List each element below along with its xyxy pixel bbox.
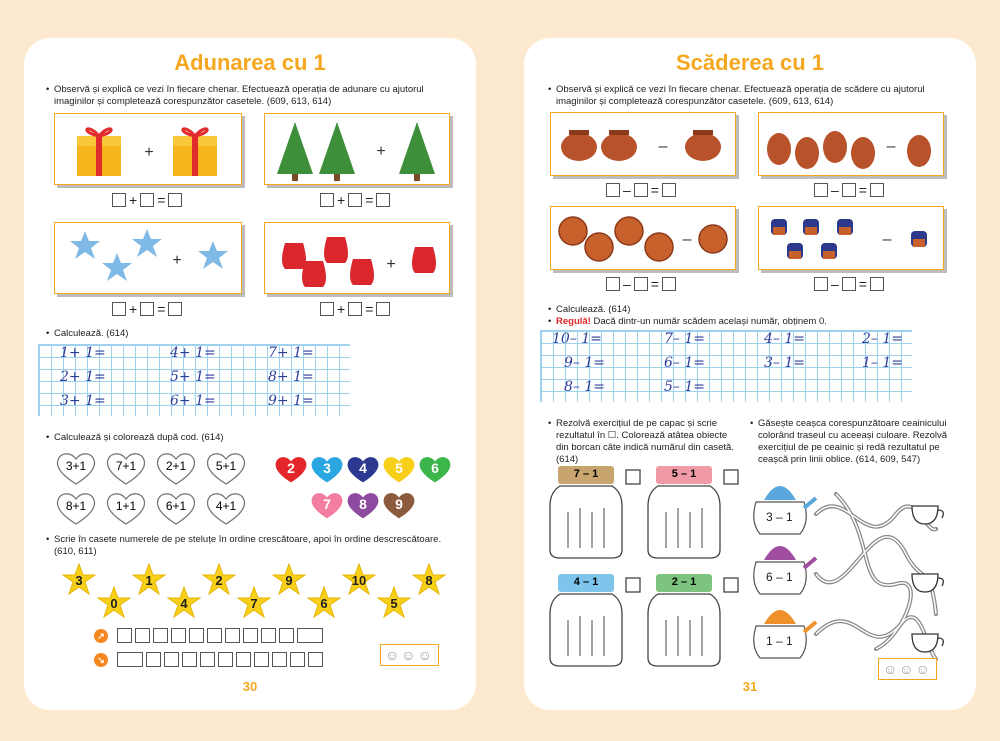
page-title: Scăderea cu 1 <box>676 50 824 75</box>
heart-expression: 8+1 <box>65 499 87 513</box>
jugs-equation: – = <box>814 183 884 197</box>
jar-lid-expression: 7 – 1 <box>573 468 599 480</box>
instruction-1: • Observă și explică ce vezi în fiecare chenar. Efectuează operația de scădere cu ajutorul imaginilor și completează corespunzător casetele. (609, 613, 614) <box>556 84 956 108</box>
calc-item: 7+ 1= <box>268 345 314 361</box>
answer-box[interactable] <box>348 302 362 316</box>
gifts-frame <box>54 113 242 185</box>
answer-box[interactable] <box>606 277 620 291</box>
number-star <box>412 563 446 597</box>
ascending-row <box>94 628 323 643</box>
calc-item: 4– 1= <box>764 331 805 347</box>
answer-box[interactable] <box>320 193 334 207</box>
heart-expression: 1+1 <box>115 499 137 513</box>
answer-box[interactable] <box>153 628 168 643</box>
star-number: 7 <box>250 596 258 611</box>
heart-expression: 4+1 <box>215 499 237 513</box>
answer-box[interactable] <box>112 193 126 207</box>
pots-equation: – = <box>606 183 676 197</box>
answer-box[interactable] <box>308 652 323 667</box>
instruction-2: • Calculează. (614) <box>54 328 128 340</box>
answer-box[interactable] <box>842 183 856 197</box>
answer-box[interactable] <box>662 277 676 291</box>
answer-box[interactable] <box>261 628 276 643</box>
answer-box[interactable] <box>348 193 362 207</box>
answer-box[interactable] <box>814 277 828 291</box>
instruction-2: • Calculează. (614) <box>556 304 630 316</box>
jug-icon <box>759 113 945 177</box>
color-code-number: 6 <box>431 460 439 476</box>
color-code-number: 8 <box>359 496 367 512</box>
color-code-number: 7 <box>323 496 331 512</box>
plate-icon <box>551 207 737 271</box>
page-number: 30 <box>242 679 258 694</box>
calc-item: 1+ 1= <box>60 345 106 361</box>
number-star <box>272 563 306 597</box>
answer-box[interactable] <box>606 183 620 197</box>
svg-text:+: + <box>386 256 396 273</box>
answer-box[interactable] <box>870 183 884 197</box>
color-code-number: 9 <box>395 496 403 512</box>
self-evaluation-stars[interactable]: ☺☺☺ <box>878 658 937 680</box>
expression-heart[interactable] <box>206 450 246 486</box>
color-code-heart <box>274 454 308 484</box>
instruction-3: • Rezolvă exercițiul de pe capac și scrie rezultatul în ☐. Colorează atâtea obiecte din borcan câte indică numărul din casetă. (614) <box>556 418 736 466</box>
color-code-heart <box>382 490 416 520</box>
instruction-4: • Scrie în casete numerele de pe steluțe în ordine crescătoare, apoi în ordine descrescătoare. (610, 611) <box>54 534 454 558</box>
svg-text:+: + <box>376 143 386 160</box>
answer-box[interactable] <box>634 277 648 291</box>
heart-expression: 7+1 <box>115 459 137 473</box>
plates-equation: – = <box>606 277 676 291</box>
answer-box[interactable] <box>200 652 215 667</box>
star-number: 9 <box>285 573 293 588</box>
cup-icon <box>908 496 958 656</box>
expression-heart[interactable] <box>156 490 196 526</box>
answer-box[interactable] <box>171 628 186 643</box>
arrow-down-icon: ↘ <box>94 653 108 667</box>
jugs-frame <box>758 112 944 176</box>
mugs-equation: – = <box>814 277 884 291</box>
answer-box[interactable] <box>376 193 390 207</box>
number-star <box>342 563 376 597</box>
svg-text:+: + <box>144 144 154 161</box>
star-number: 4 <box>180 596 188 611</box>
heart-expression: 6+1 <box>165 499 187 513</box>
color-code-heart <box>310 454 344 484</box>
answer-box[interactable] <box>140 302 154 316</box>
number-star <box>307 586 341 620</box>
teapot-expression: 3 – 1 <box>766 510 793 524</box>
answer-box[interactable] <box>189 628 204 643</box>
instruction-4: • Găsește ceașca corespunzătoare ceainicului colorând traseul cu aceeași culoare. Rezolvă exercițiul de pe ceainic și redă rezultatul pe ceașcă prin linii oblice. (614, 609, 547) <box>758 418 954 466</box>
number-star <box>97 586 131 620</box>
answer-box[interactable] <box>112 302 126 316</box>
number-star <box>62 563 96 597</box>
answer-box[interactable] <box>634 183 648 197</box>
star-number: 8 <box>425 573 433 588</box>
answer-box[interactable] <box>662 183 676 197</box>
answer-box[interactable] <box>870 277 884 291</box>
answer-box[interactable] <box>168 302 182 316</box>
right-page <box>524 38 976 710</box>
star-number: 5 <box>390 596 398 611</box>
rule-line <box>556 316 956 328</box>
answer-box[interactable] <box>272 652 287 667</box>
color-code-heart <box>346 454 380 484</box>
plates-frame <box>550 206 736 270</box>
pots-frame <box>550 112 736 176</box>
calc-item: 8– 1= <box>564 379 605 395</box>
answer-box[interactable] <box>842 277 856 291</box>
number-star <box>377 586 411 620</box>
calc-item: 9+ 1= <box>268 393 314 409</box>
sack-icon <box>265 223 451 295</box>
left-page <box>24 38 476 710</box>
calc-item: 3+ 1= <box>60 393 106 409</box>
svg-text:–: – <box>682 231 692 248</box>
answer-box[interactable] <box>376 302 390 316</box>
answer-box[interactable] <box>168 193 182 207</box>
answer-box[interactable] <box>254 652 269 667</box>
heart-expression: 3+1 <box>65 459 87 473</box>
color-code-number: 3 <box>323 460 331 476</box>
svg-text:–: – <box>886 138 896 155</box>
svg-text:–: – <box>882 231 892 248</box>
calc-item: 6+ 1= <box>170 393 216 409</box>
mugs-frame <box>758 206 944 270</box>
answer-box[interactable] <box>279 628 294 643</box>
answer-box[interactable] <box>135 628 150 643</box>
teapot-expression: 1 – 1 <box>766 634 793 648</box>
color-code-number: 2 <box>287 460 295 476</box>
instruction-1: • Observă și explică ce vezi în fiecare chenar. Efectuează operația de adunare cu ajutorul imaginilor și completează corespunzător casetele. (609, 613, 614) <box>54 84 454 108</box>
sacks-equation: + = <box>320 302 390 316</box>
mug-icon <box>759 207 945 271</box>
calc-item: 5+ 1= <box>170 369 216 385</box>
calc-item: 9– 1= <box>564 355 605 371</box>
answer-box[interactable] <box>117 628 132 643</box>
answer-box[interactable] <box>182 652 197 667</box>
answer-box[interactable] <box>290 652 305 667</box>
calc-item: 2+ 1= <box>60 369 106 385</box>
calc-item: 5– 1= <box>664 379 705 395</box>
blue-stars-frame <box>54 222 242 294</box>
number-star <box>132 563 166 597</box>
answer-box[interactable] <box>814 183 828 197</box>
calc-item: 2– 1= <box>862 331 903 347</box>
expression-heart[interactable] <box>106 490 146 526</box>
color-code-heart <box>418 454 452 484</box>
trees-equation: + = <box>320 193 390 207</box>
blue-star-icon <box>55 223 243 295</box>
star-number: 6 <box>320 596 328 611</box>
calc-item: 7– 1= <box>664 331 705 347</box>
answer-box[interactable] <box>243 628 258 643</box>
star-number: 0 <box>110 596 118 611</box>
rule-text: Dacă dintr-un număr scădem același număr, obținem 0. <box>590 316 827 327</box>
trees-frame <box>264 113 450 185</box>
arrow-up-icon: ↗ <box>94 629 108 643</box>
jar-lid-expression: 4 – 1 <box>573 576 599 588</box>
color-code-heart <box>382 454 416 484</box>
self-evaluation-stars[interactable]: ☺☺☺ <box>380 644 439 666</box>
answer-box[interactable] <box>207 628 222 643</box>
calc-item: 3– 1= <box>764 355 805 371</box>
expression-heart[interactable] <box>106 450 146 486</box>
instruction-3: • Calculează și colorează după cod. (614) <box>54 432 224 444</box>
calc-item: 6– 1= <box>664 355 705 371</box>
answer-box[interactable] <box>297 628 323 643</box>
page-number: 31 <box>742 679 758 694</box>
number-star <box>237 586 271 620</box>
answer-box[interactable] <box>320 302 334 316</box>
stars-equation: + = <box>112 302 182 316</box>
svg-text:–: – <box>658 138 668 155</box>
descending-row <box>94 652 323 667</box>
number-star <box>167 586 201 620</box>
expression-heart[interactable] <box>56 490 96 526</box>
star-number: 3 <box>75 573 83 588</box>
gifts-equation: + = <box>112 193 182 207</box>
answer-box[interactable] <box>218 652 233 667</box>
number-star <box>202 563 236 597</box>
jar-lid-expression: 5 – 1 <box>671 468 697 480</box>
answer-box[interactable] <box>117 652 143 667</box>
calc-item: 1– 1= <box>862 355 903 371</box>
answer-box[interactable] <box>146 652 161 667</box>
page-title: Adunarea cu 1 <box>174 50 326 75</box>
star-number: 10 <box>351 573 367 588</box>
heart-expression: 2+1 <box>165 459 187 473</box>
calc-item: 10– 1= <box>552 331 602 347</box>
teapot-expression: 6 – 1 <box>766 570 793 584</box>
gift-icon <box>55 114 243 186</box>
answer-box[interactable] <box>225 628 240 643</box>
answer-box[interactable] <box>164 652 179 667</box>
expression-heart[interactable] <box>156 450 196 486</box>
answer-box[interactable] <box>236 652 251 667</box>
star-number: 1 <box>145 573 153 588</box>
calc-item: 4+ 1= <box>170 345 216 361</box>
color-code-heart <box>346 490 380 520</box>
star-number: 2 <box>215 573 223 588</box>
jar-lid-expression: 2 – 1 <box>671 576 697 588</box>
answer-box[interactable] <box>140 193 154 207</box>
sacks-frame <box>264 222 450 294</box>
expression-heart[interactable] <box>56 450 96 486</box>
color-code-number: 5 <box>395 460 403 476</box>
heart-expression: 5+1 <box>215 459 237 473</box>
pot-icon <box>551 113 737 177</box>
rule-label: Regulă! <box>556 316 591 327</box>
calc-item: 8+ 1= <box>268 369 314 385</box>
color-code-number: 4 <box>359 460 367 476</box>
tree-icon <box>265 114 451 186</box>
svg-text:+: + <box>172 252 182 269</box>
color-code-heart <box>310 490 344 520</box>
expression-heart[interactable] <box>206 490 246 526</box>
